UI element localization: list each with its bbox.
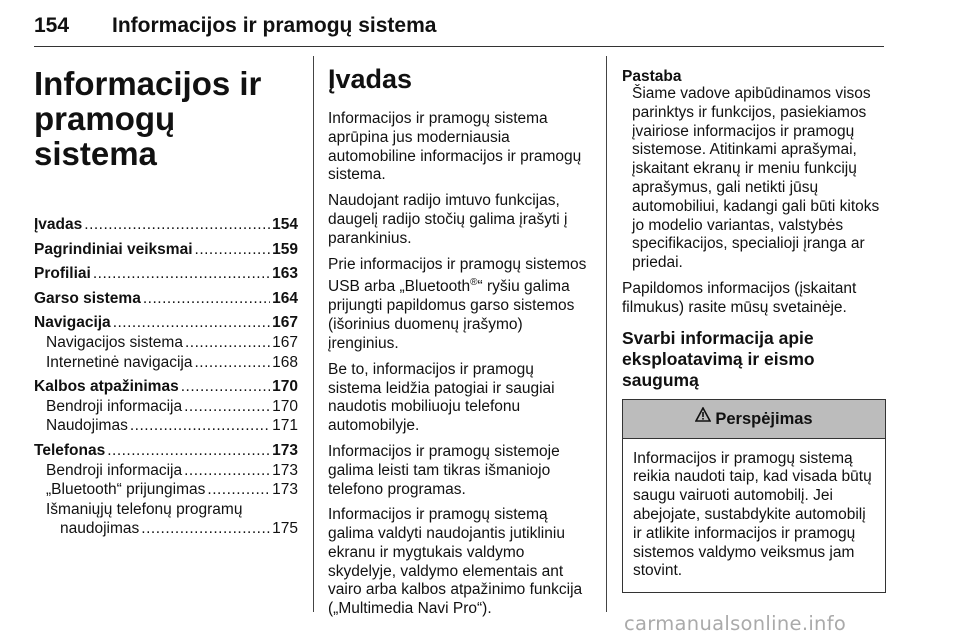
- toc-entry-profiliai[interactable]: Profiliai ..... 163: [34, 264, 298, 284]
- section-heading: Įvadas: [328, 64, 413, 94]
- toc-entry-programu-line1[interactable]: Išmaniųjų telefonų programų: [46, 500, 243, 518]
- table-of-contents: [34, 215, 298, 539]
- warning-header: [623, 400, 885, 439]
- toc-entry-internetine-navigacija[interactable]: Internetinė navigacija ..... 168: [34, 353, 298, 373]
- page-number: 154: [34, 14, 70, 37]
- intro-paragraph-6: Informacijos ir pramogų sistemą galima valdyti naudojantis jutikliniu ekranu ir mygtukais valdymo skydelyje, valdymo elementais ant vairo arba kalbos atpažinimo funkcija („Multimedia Navi Pro“).: [328, 506, 583, 618]
- page-header: [34, 6, 884, 47]
- toc-entry-bluetooth-prijungimas[interactable]: „Bluetooth“ prijungimas ..... 173: [34, 480, 298, 500]
- warning-triangle-icon: [695, 398, 711, 436]
- warning-text: Informacijos ir pramogų sistemą reikia naudoti taip, kad visada būtų saugu vairuoti automobilį. Jei abejojate, sustabdykite automobilį ir atlikite informacijos ir pramogų sistemos valdymo veiksmus jam stovint.: [633, 449, 872, 580]
- toc-entry-naudojimas[interactable]: Naudojimas ..... 171: [34, 416, 298, 436]
- toc-entry-bendroji-informacija-1[interactable]: Bendroji informacija ..... 170: [34, 397, 298, 417]
- intro-paragraph-1: Informacijos ir pramogų sistema aprūpina jus moderniausia automobiline informacijos ir pramogų sistema.: [328, 110, 582, 184]
- toc-entry-bendroji-informacija-2[interactable]: Bendroji informacija ..... 173: [34, 461, 298, 481]
- toc-entry-garso-sistema[interactable]: Garso sistema ..... 164: [34, 289, 298, 309]
- column-divider-2: [606, 56, 607, 612]
- website-paragraph: Papildomos informacijos (įskaitant filmukus) rasite mūsų svetainėje.: [622, 279, 857, 316]
- toc-entry-navigacijos-sistema[interactable]: Navigacijos sistema ..... 167: [34, 333, 298, 353]
- toc-entry-pagrindiniai-veiksmai[interactable]: Pagrindiniai veiksmai ..... 159: [34, 240, 298, 260]
- warning-title: Perspėjimas: [715, 409, 813, 428]
- intro-column: [328, 56, 590, 626]
- intro-paragraph-2: Naudojant radijo imtuvo funkcijas, daugelį radijo stočių galima įrašyti į parankinius.: [328, 192, 568, 247]
- note-text: Šiame vadove apibūdinamos visos parinktys ir funkcijos, pasiekiamos įvairiose informacijos ir pramogų sistemose. Atitinkami aprašymai, įskaitant ekranų ir meniu funkcijų aprašymus, gali netikti jūsų automobiliui, kadangi gali būti kitoks jo modelio variantas, valstybės specifikacijos, specialioji įranga ar priedai.: [632, 85, 880, 272]
- warning-box: [622, 399, 886, 594]
- notes-column: [622, 56, 886, 593]
- watermark: carmanualsonline.info: [624, 612, 847, 635]
- intro-paragraph-5: Informacijos ir pramogų sistemoje galima leisti tam tikras išmaniojo telefono programas.: [328, 442, 560, 498]
- toc-entry-programu-naudojimas[interactable]: naudojimas ..... 175: [34, 519, 298, 539]
- toc-entry-kalbos-atpazinimas[interactable]: Kalbos atpažinimas ..... 170: [34, 377, 298, 397]
- toc-entry-ivadas[interactable]: Įvadas ..... 154: [34, 215, 298, 235]
- note-title: Pastaba: [622, 68, 682, 85]
- intro-paragraph-4: Be to, informacijos ir pramogų sistema leidžia patogiai ir saugiai naudotis mobiliuoju telefonu automobilyje.: [328, 360, 555, 435]
- header-title: Informacijos ir pramogų sistema: [112, 14, 437, 37]
- intro-paragraph-3: Prie informacijos ir pramogų sistemos USB arba „Bluetooth®“ ryšiu galima prijungti papildomus garso sistemos (išorinius duomenų įrašymo) įrenginius.: [328, 255, 587, 352]
- toc-entry-telefonas[interactable]: Telefonas ..... 173: [34, 441, 298, 461]
- toc-entry-navigacija[interactable]: Navigacija ..... 167: [34, 313, 298, 333]
- chapter-title: Informacijos ir pramogų sistema: [34, 65, 262, 172]
- safety-subheading: Svarbi informacija apie eksploatavimą ir eismo saugumą: [622, 327, 815, 390]
- column-divider-1: [313, 56, 314, 612]
- toc-column: [34, 56, 298, 539]
